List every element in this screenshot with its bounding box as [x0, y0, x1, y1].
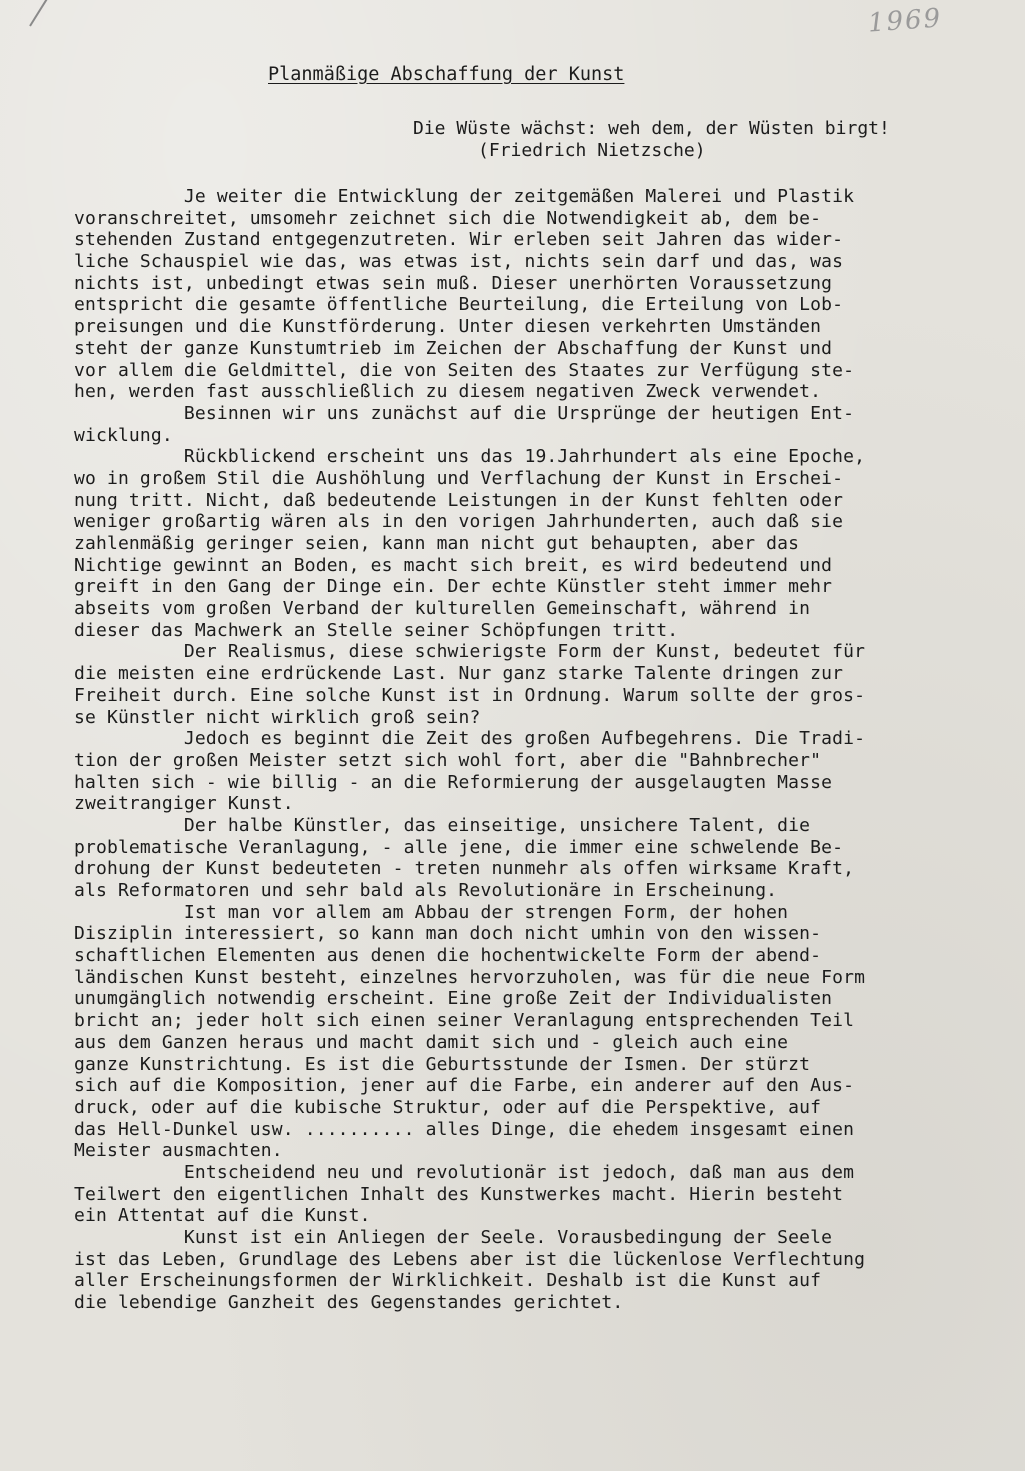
text-line: druck, oder auf die kubische Struktur, oder auf die Perspektive, auf — [74, 1096, 822, 1118]
pencil-mark — [29, 0, 62, 27]
text-line: dieser das Machwerk an Stelle seiner Schöpfungen tritt. — [74, 619, 679, 641]
motto-line: Die Wüste wächst: weh dem, der Wüsten birgt! — [413, 118, 890, 139]
text-line: stehenden Zustand entgegenzutreten. Wir erleben seit Jahren das wider- — [74, 229, 844, 251]
motto-quote — [413, 118, 890, 162]
text-line: wicklung. — [74, 424, 173, 446]
text-line: Ist man vor allem am Abbau der strengen Form, der hohen — [74, 901, 789, 923]
text-line: ländischen Kunst besteht, einzelnes hervorzuholen, was für die neue Form — [74, 966, 866, 988]
text-line: das Hell-Dunkel usw. .......... alles Dinge, die ehedem insgesamt einen — [74, 1118, 855, 1140]
body-text — [74, 186, 984, 1314]
text-line: zahlenmäßig geringer seien, kann man nicht gut behaupten, aber das — [74, 533, 800, 554]
text-line: Jedoch es beginnt die Zeit des großen Aufbegehrens. Die Tradi- — [74, 728, 866, 750]
text-line: Der Realismus, diese schwierigste Form der Kunst, bedeutet für — [74, 641, 866, 663]
pencil-note: 1969 — [867, 3, 944, 39]
text-line: nung tritt. Nicht, daß bedeutende Leistungen in der Kunst fehlten oder — [74, 489, 844, 511]
motto-attribution: (Friedrich Nietzsche) — [413, 140, 706, 161]
text-line: vor allem die Geldmittel, die von Seiten des Staates zur Verfügung ste- — [74, 359, 855, 381]
text-line: aller Erscheinungsformen der Wirklichkeit. Deshalb ist die Kunst auf — [74, 1270, 822, 1292]
text-line: Meister ausmachten. — [74, 1140, 283, 1162]
text-line: schaftlichen Elementen aus denen die hochentwickelte Form der abend- — [74, 945, 822, 967]
text-line: steht der ganze Kunstumtrieb im Zeichen der Abschaffung der Kunst und — [74, 337, 833, 359]
text-line: aus dem Ganzen heraus und macht damit sich und - gleich auch eine — [74, 1031, 789, 1053]
text-line: ist das Leben, Grundlage des Lebens aber ist die lückenlose Verflechtung — [74, 1248, 866, 1270]
text-line: Je weiter die Entwicklung der zeitgemäßen Malerei und Plastik — [74, 186, 855, 207]
text-line: zweitrangiger Kunst. — [74, 793, 294, 815]
text-line: Der halbe Künstler, das einseitige, unsichere Talent, die — [74, 814, 811, 836]
text-line: drohung der Kunst bedeuteten - treten nunmehr als offen wirksame Kraft, — [74, 858, 855, 880]
text-line: Entscheidend neu und revolutionär ist jedoch, daß man aus dem — [74, 1161, 855, 1183]
text-line: Besinnen wir uns zunächst auf die Ursprünge der heutigen Ent- — [74, 402, 855, 424]
text-line: weniger großartig wären als in den vorigen Jahrhunderten, auch daß sie — [74, 511, 844, 533]
text-line: die lebendige Ganzheit des Gegenstandes gerichtet. — [74, 1292, 624, 1314]
text-line: liche Schauspiel wie das, was etwas ist, nichts sein darf und das, was — [74, 251, 844, 273]
text-line: Kunst ist ein Anliegen der Seele. Vorausbedingung der Seele — [74, 1227, 833, 1248]
text-line: abseits vom großen Verband der kulturellen Gemeinschaft, während in — [74, 598, 811, 620]
text-line: halten sich - wie billig - an die Reformierung der ausgelaugten Masse — [74, 771, 833, 793]
text-line: die meisten eine erdrückende Last. Nur ganz starke Talente dringen zur — [74, 663, 844, 685]
text-line: problematische Veranlagung, - alle jene, die immer eine schwelende Be- — [74, 836, 844, 858]
text-line: als Reformatoren und sehr bald als Revolutionäre in Erscheinung. — [74, 880, 778, 901]
text-line: preisungen und die Kunstförderung. Unter diesen verkehrten Umständen — [74, 316, 822, 338]
text-line: hen, werden fast ausschließlich zu diesem negativen Zweck verwendet. — [74, 381, 822, 403]
text-line: Rückblickend erscheint uns das 19.Jahrhundert als eine Epoche, — [74, 446, 866, 468]
text-line: Disziplin interessiert, so kann man doch nicht umhin von den wissen- — [74, 923, 822, 945]
text-line: tion der großen Meister setzt sich wohl fort, aber die "Bahnbrecher" — [74, 749, 822, 771]
text-line: Teilwert den eigentlichen Inhalt des Kunstwerkes macht. Hierin besteht — [74, 1183, 844, 1205]
text-line: ein Attentat auf die Kunst. — [74, 1205, 371, 1227]
text-line: sich auf die Komposition, jener auf die Farbe, ein anderer auf den Aus- — [74, 1075, 855, 1097]
text-line: entspricht die gesamte öffentliche Beurteilung, die Erteilung von Lob- — [74, 294, 844, 316]
text-line: Nichtige gewinnt an Boden, es macht sich breit, es wird bedeutend und — [74, 554, 833, 576]
text-line: se Künstler nicht wirklich groß sein? — [74, 706, 481, 728]
text-line: voranschreitet, umsomehr zeichnet sich die Notwendigkeit ab, dem be- — [74, 207, 822, 229]
text-line: Freiheit durch. Eine solche Kunst ist in Ordnung. Warum sollte der gros- — [74, 684, 866, 706]
text-line: wo in großem Stil die Aushöhlung und Verflachung der Kunst in Erschei- — [74, 467, 844, 489]
text-line: nichts ist, unbedingt etwas sein muß. Dieser unerhörten Voraussetzung — [74, 272, 833, 294]
text-line: greift in den Gang der Dinge ein. Der echte Künstler steht immer mehr — [74, 576, 833, 598]
text-line: unumgänglich notwendig erscheint. Eine große Zeit der Individualisten — [74, 988, 833, 1010]
text-line: ganze Kunstrichtung. Es ist die Geburtsstunde der Ismen. Der stürzt — [74, 1053, 811, 1075]
document-title: Planmäßige Abschaffung der Kunst — [268, 64, 625, 85]
text-line: bricht an; jeder holt sich einen seiner Veranlagung entsprechenden Teil — [74, 1010, 855, 1032]
